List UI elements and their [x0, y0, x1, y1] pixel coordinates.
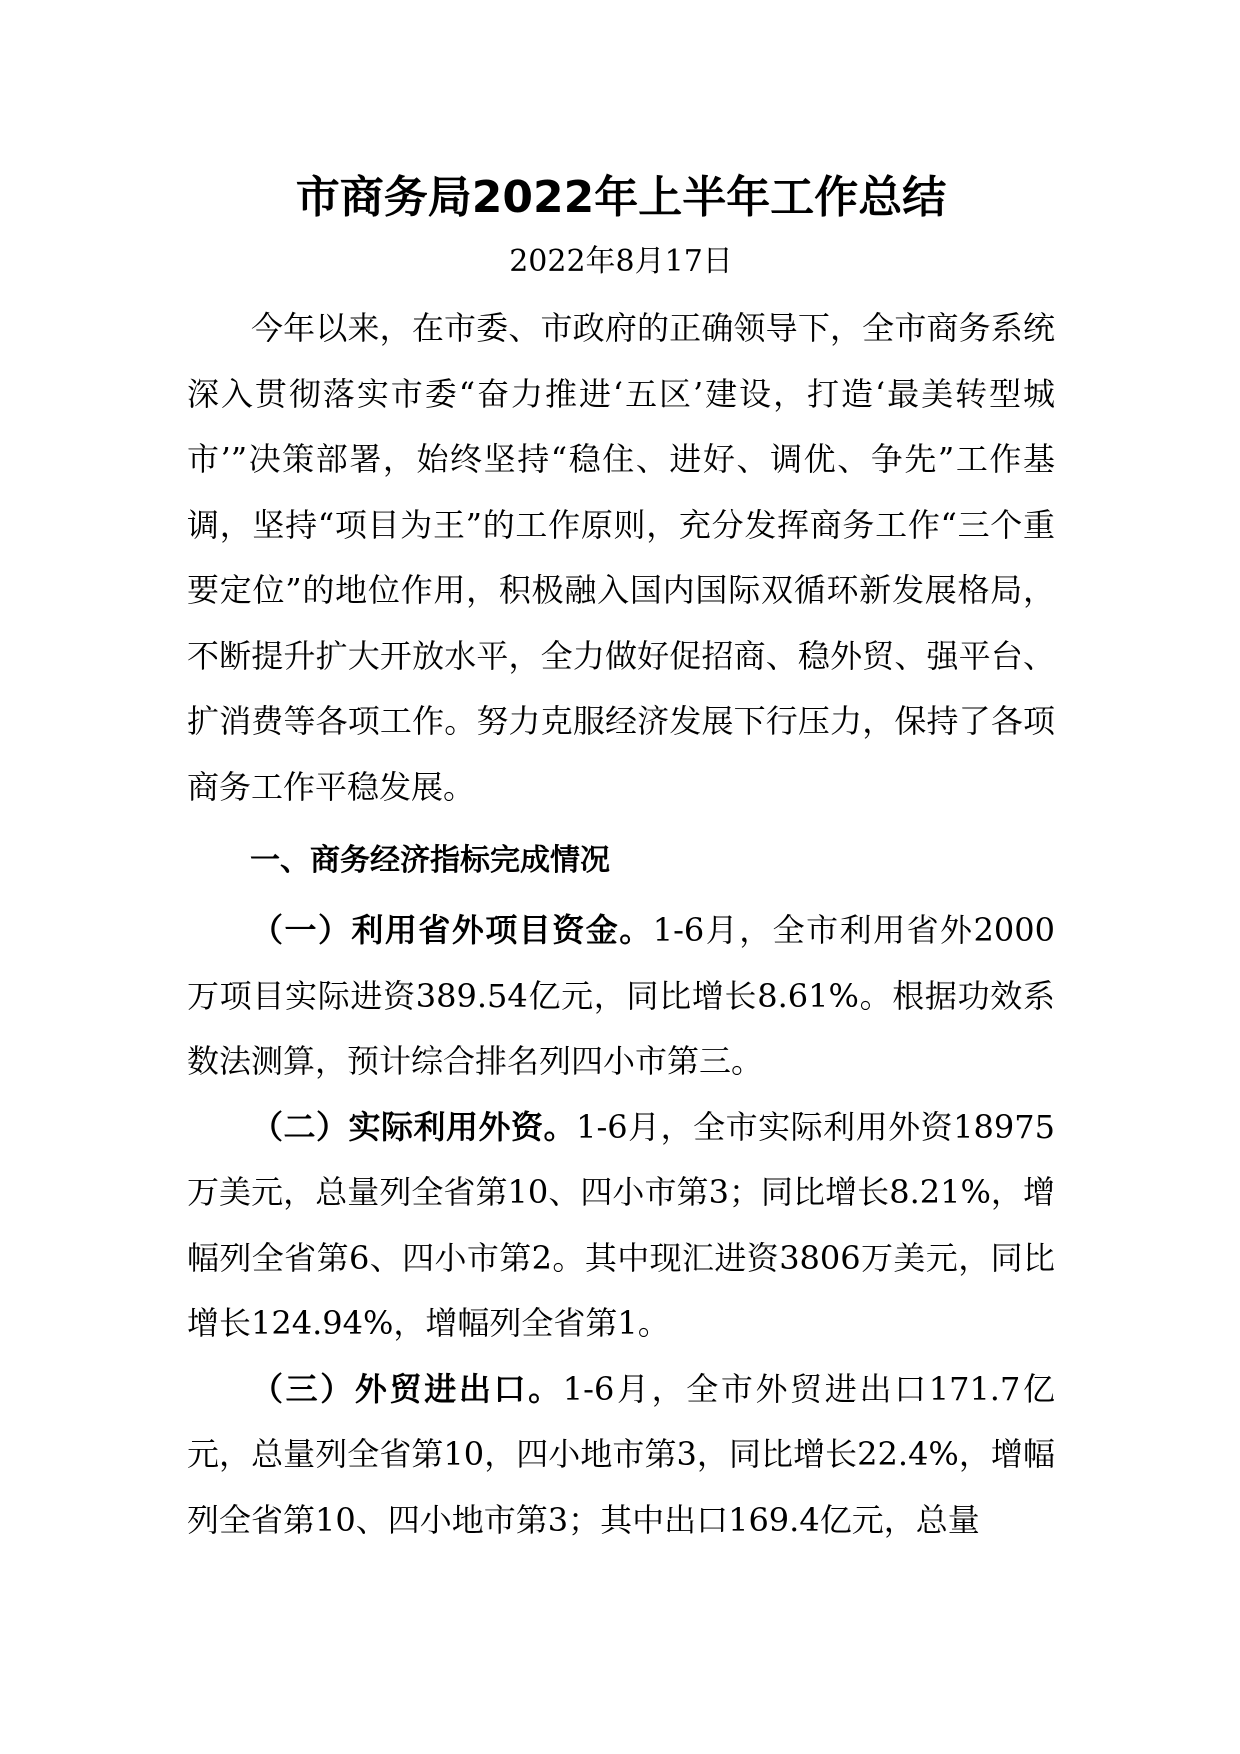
section-item-text: 1-6月，全市利用省外2000万项目实际进资389.54亿元，同比增长8.61%。根据功效系数法测算，预计综合排名列四小市第三。: [187, 911, 1055, 1080]
section-item-2: [187, 1095, 1055, 1357]
intro-paragraph: 今年以来，在市委、市政府的正确领导下，全市商务系统深入贯彻落实市委“奋力推进‘五区’建设，打造‘最美转型城市’”决策部署，始终坚持“稳住、进好、调优、争先”工作基调，坚持“项目为王”的工作原则，充分发挥商务工作“三个重要定位”的地位作用，积极融入国内国际双循环新发展格局，不断提升扩大开放水平，全力做好促招商、稳外贸、强平台、扩消费等各项工作。努力克服经济发展下行压力，保持了各项商务工作平稳发展。: [187, 309, 1055, 806]
section-item-text: 1-6月，全市实际利用外资18975万美元，总量列全省第10、四小市第3；同比增长8.21%，增幅列全省第6、四小市第2。其中现汇进资3806万美元，同比增长124.94%，增幅列全省第1。: [187, 1107, 1055, 1342]
document-page: [187, 160, 1055, 1553]
section-item-lead: （三）外贸进出口。: [251, 1369, 563, 1408]
section-item-3: [187, 1357, 1055, 1554]
document-title: 市商务局2022年上半年工作总结: [295, 172, 947, 223]
section-item-1: [187, 898, 1055, 1095]
section-heading: 一、商务经济指标完成情况: [250, 843, 610, 878]
document-date: 2022年8月17日: [509, 244, 733, 279]
section-item-lead: （一）利用省外项目资金。: [251, 911, 653, 949]
section-item-text: 1-6月，全市外贸进出口171.7亿元，总量列全省第10，四小地市第3，同比增长22.4%，增幅列全省第10、四小地市第3；其中出口169.4亿元，总量: [187, 1369, 1055, 1539]
section-item-lead: （二）实际利用外资。: [251, 1107, 577, 1146]
